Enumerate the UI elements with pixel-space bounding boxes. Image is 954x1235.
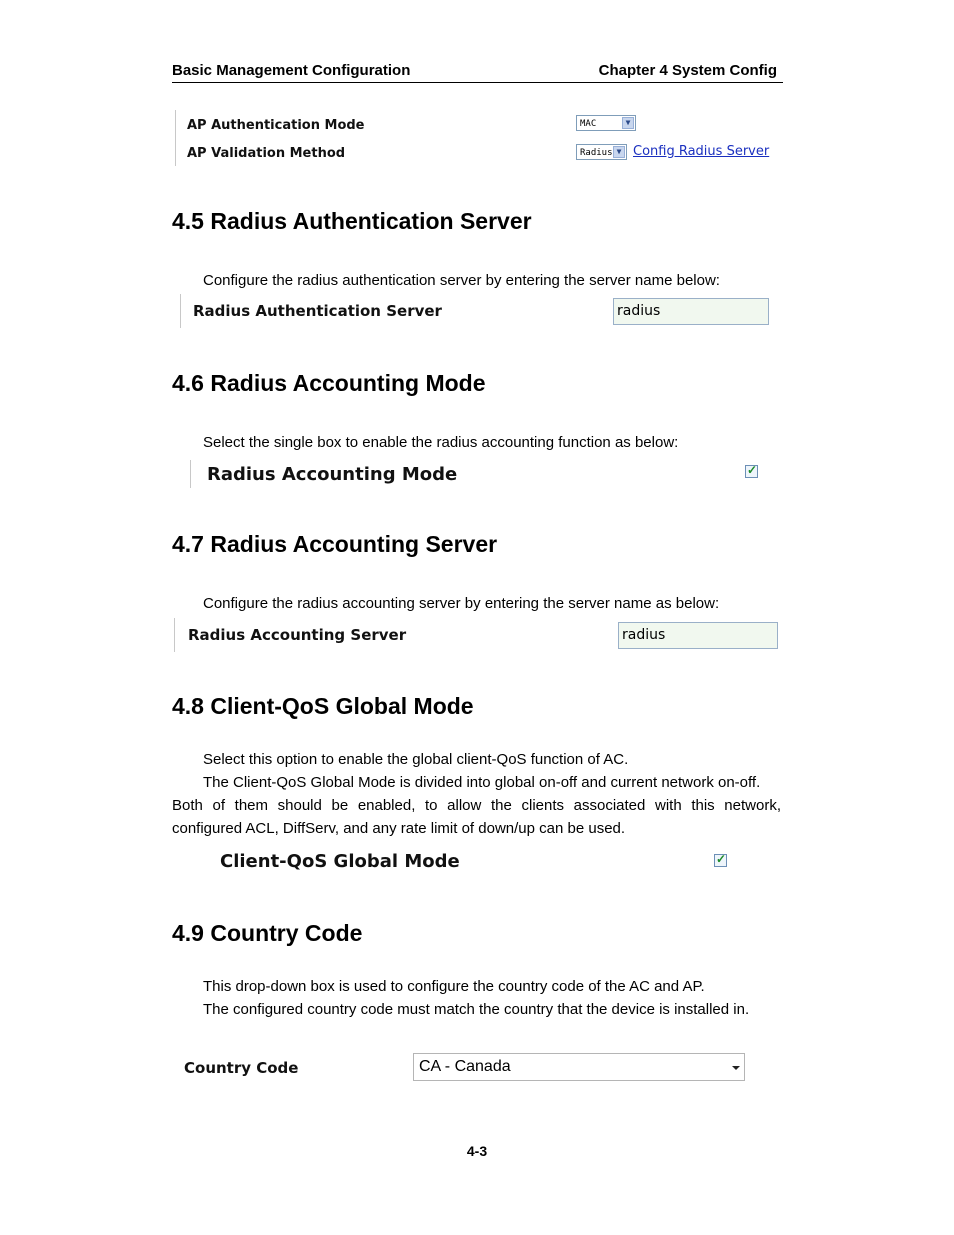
radius-accounting-mode-label: Radius Accounting Mode <box>207 464 458 485</box>
section-para-4-9-2: The configured country code must match the country that the device is installed in. <box>203 1001 750 1018</box>
running-header-right: Chapter 4 System Config <box>598 62 777 79</box>
client-qos-global-mode-label: Client-QoS Global Mode <box>220 851 460 872</box>
radius-accounting-mode-checkbox[interactable] <box>745 465 758 478</box>
section-para-4-9-1: This drop-down box is used to configure the country code of the AC and AP. <box>203 978 705 995</box>
check-icon: ✓ <box>747 463 758 477</box>
section-title-4-9: 4.9 Country Code <box>172 920 363 946</box>
chevron-down-icon: ▼ <box>622 117 634 129</box>
section-para-4-8-2-line1: The Client-QoS Global Mode is divided into global on-off and current network on-off. <box>203 774 761 791</box>
radius-accounting-server-input[interactable]: radius <box>618 622 778 649</box>
chevron-down-icon: ▼ <box>613 146 625 158</box>
section-para-4-8-2-line2: Both of them should be enabled, to allow the clients associated with this network, <box>172 797 781 814</box>
country-code-select[interactable] <box>413 1053 745 1081</box>
section-text-4-5: Configure the radius authentication server by entering the server name below: <box>203 272 720 289</box>
country-code-label: Country Code <box>184 1059 299 1077</box>
panel-border <box>174 618 175 652</box>
section-para-4-8-1: Select this option to enable the global client-QoS function of AC. <box>203 751 629 768</box>
ap-auth-mode-select[interactable] <box>576 115 636 131</box>
section-title-4-7: 4.7 Radius Accounting Server <box>172 531 498 557</box>
panel-border <box>175 110 176 166</box>
check-icon: ✓ <box>716 852 727 866</box>
country-code-value: CA - Canada <box>419 1058 511 1075</box>
ap-auth-mode-value: MAC <box>580 119 597 129</box>
section-title-4-6: 4.6 Radius Accounting Mode <box>172 370 486 396</box>
ap-validation-label: AP Validation Method <box>187 146 346 161</box>
panel-border <box>180 294 181 328</box>
running-header-left: Basic Management Configuration <box>172 62 411 79</box>
section-title-4-8: 4.8 Client-QoS Global Mode <box>172 693 474 719</box>
page-number: 4-3 <box>466 1143 488 1159</box>
radius-auth-server-input[interactable]: radius <box>613 298 769 325</box>
ap-validation-select[interactable] <box>576 144 627 160</box>
radius-auth-server-label: Radius Authentication Server <box>193 302 442 320</box>
radius-accounting-server-label: Radius Accounting Server <box>188 626 407 644</box>
config-radius-server-link[interactable]: Config Radius Server <box>633 144 770 159</box>
ap-validation-value: Radius <box>580 148 613 158</box>
client-qos-global-mode-checkbox[interactable] <box>714 854 727 867</box>
section-title-4-5: 4.5 Radius Authentication Server <box>172 208 532 234</box>
header-rule <box>172 82 783 83</box>
panel-border <box>190 460 191 488</box>
section-text-4-7: Configure the radius accounting server by entering the server name as below: <box>203 595 720 612</box>
caret-down-icon <box>732 1066 740 1070</box>
section-text-4-6: Select the single box to enable the radius accounting function as below: <box>203 434 679 451</box>
ap-auth-mode-label: AP Authentication Mode <box>187 118 365 133</box>
section-para-4-8-2-line3: configured ACL, DiffServ, and any rate limit of down/up can be used. <box>172 820 626 837</box>
